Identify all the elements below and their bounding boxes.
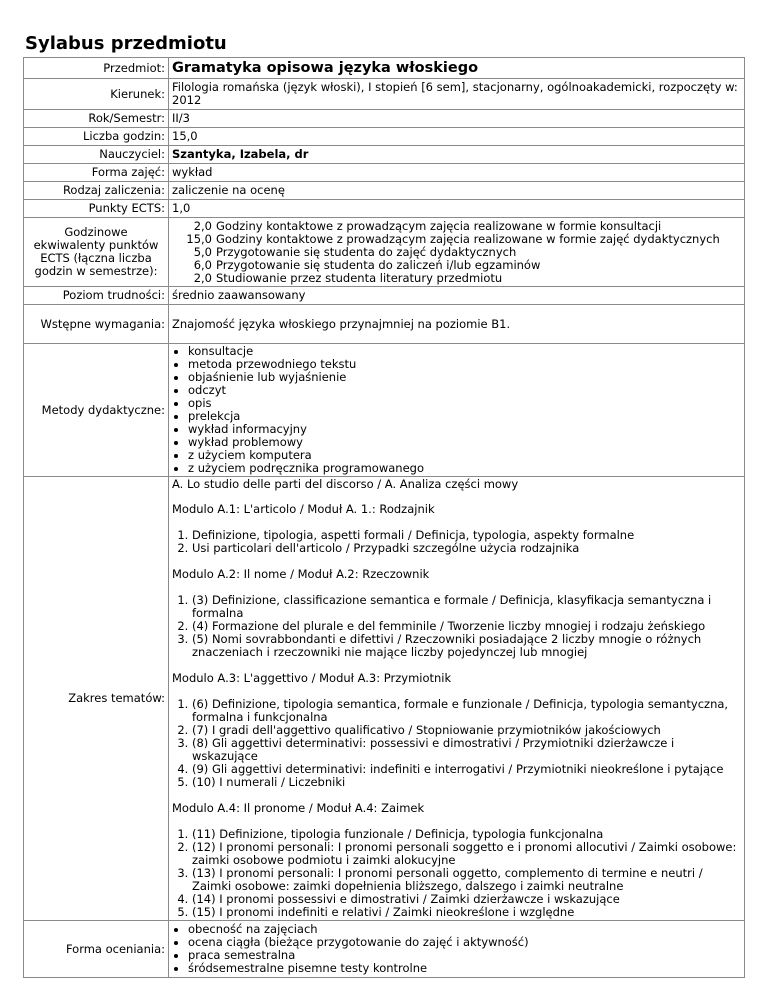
row-difficulty <box>24 287 745 305</box>
row-prereq <box>24 305 745 344</box>
list-item: • wykład informacyjny <box>188 423 741 436</box>
list-item: • z użyciem komputera <box>188 449 741 462</box>
list-item: 4. (14) I pronomi possessivi e dimostrativi / Zaimki dzierżawcze i wskazujące <box>192 893 741 906</box>
methods-list <box>172 345 741 475</box>
ects-value: 1,0 <box>169 200 745 218</box>
major-label: Kierunek: <box>24 79 169 110</box>
list-item: • metoda przewodniego tekstu <box>188 358 741 371</box>
module-topic-list <box>172 828 741 919</box>
hours-label: Liczba godzin: <box>24 128 169 146</box>
module-topic-list <box>172 594 741 659</box>
hours-value: 15,0 <box>169 128 745 146</box>
list-item: • obecność na zajęciach <box>188 923 741 936</box>
ects-hours-amount: 2,0 <box>193 271 212 285</box>
ects-hours-amount: 15,0 <box>186 232 212 246</box>
row-methods <box>24 344 745 477</box>
list-item: 5. (15) I pronomi indefiniti e relativi / Zaimki nieokreślone i względne <box>192 906 741 919</box>
ects-hours-value <box>169 218 745 287</box>
topics-label: Zakres tematów: <box>24 477 169 921</box>
list-item: 2. Usi particolari dell'articolo / Przypadki szczególne użycia rodzajnika <box>192 542 741 555</box>
assessment-label: Forma oceniania: <box>24 921 169 978</box>
list-item: 2. (7) I gradi dell'aggettivo qualificativo / Stopniowanie przymiotników jakościowych <box>192 724 741 737</box>
list-item: • ocena ciągła (bieżące przygotowanie do zajęć i aktywność) <box>188 936 741 949</box>
ects-hours-description: Godziny kontaktowe z prowadzącym zajęcia realizowane w formie konsultacji <box>216 219 662 233</box>
ects-label: Punkty ECTS: <box>24 200 169 218</box>
ects-hours-amount: 5,0 <box>193 245 212 259</box>
form-label: Forma zajęć: <box>24 164 169 182</box>
module-topic-list <box>172 529 741 555</box>
subject-label: Przedmiot: <box>24 58 169 79</box>
row-hours <box>24 128 745 146</box>
row-ects-hours <box>24 218 745 287</box>
row-subject <box>24 58 745 79</box>
row-form <box>24 164 745 182</box>
module-title: Modulo A.4: Il pronome / Moduł A.4: Zaimek <box>172 801 425 815</box>
teacher-label: Nauczyciel: <box>24 146 169 164</box>
module-title: Modulo A.3: L'aggettivo / Moduł A.3: Przymiotnik <box>172 671 452 685</box>
prereq-value: Znajomość języka włoskiego przynajmniej na poziomie B1. <box>169 305 745 344</box>
row-year <box>24 110 745 128</box>
syllabus-table <box>23 57 745 978</box>
list-item: 1. Definizione, tipologia, aspetti formali / Definicja, typologia, aspekty formalne <box>192 529 741 542</box>
topics-value <box>169 477 745 921</box>
ects-hours-amount: 6,0 <box>193 258 212 272</box>
list-item: 2. (4) Formazione del plurale e del femminile / Tworzenie liczby mnogiej i rodzaju żeńskiego <box>192 620 741 633</box>
year-value: II/3 <box>169 110 745 128</box>
list-item: • konsultacje <box>188 345 741 358</box>
prereq-label: Wstępne wymagania: <box>24 305 169 344</box>
list-item: 1. (11) Definizione, tipologia funzionale / Definicja, typologia funkcjonalna <box>192 828 741 841</box>
form-value: wykład <box>169 164 745 182</box>
major-value: Filologia romańska (język włoski), I stopień [6 sem], stacjonarny, ogólnoakademicki, rozpoczęty w: 2012 <box>169 79 745 110</box>
row-assessment <box>24 921 745 978</box>
teacher-value: Szantyka, Izabela, dr <box>169 146 745 164</box>
list-item: • z użyciem podręcznika programowanego <box>188 462 741 475</box>
methods-label: Metody dydaktyczne: <box>24 344 169 477</box>
list-item: • objaśnienie lub wyjaśnienie <box>188 371 741 384</box>
list-item: • praca semestralna <box>188 949 741 962</box>
list-item: 2. (12) I pronomi personali: I pronomi personali soggetto e i pronomi allocutivi / Zaimki osobowe: zaimki osobowe podmiotu i zaimki alokucyjne <box>192 841 741 867</box>
list-item: 1. (6) Definizione, tipologia semantica, formale e funzionale / Definicja, typologia semantyczna, formalna i funkcjonalna <box>192 698 741 724</box>
list-item: • opis <box>188 397 741 410</box>
list-item: 1. (3) Definizione, classificazione semantica e formale / Definicja, klasyfikacja semantyczna i formalna <box>192 594 741 620</box>
list-item: 4. (9) Gli aggettivi determinativi: indefiniti e interrogativi / Przymiotniki nieokreślone i pytające <box>192 763 741 776</box>
module-title: Modulo A.1: L'articolo / Moduł A. 1.: Rodzajnik <box>172 502 435 516</box>
credit-value: zaliczenie na ocenę <box>169 182 745 200</box>
year-label: Rok/Semestr: <box>24 110 169 128</box>
difficulty-value: średnio zaawansowany <box>169 287 745 305</box>
assessment-list <box>172 923 741 975</box>
row-ects <box>24 200 745 218</box>
list-item: • śródsemestralne pisemne testy kontrolne <box>188 962 741 975</box>
module-topic-list <box>172 698 741 789</box>
row-major <box>24 79 745 110</box>
list-item: 3. (5) Nomi sovrabbondanti e difettivi / Rzeczowniki posiadające 2 liczby mnogie o różnych znaczeniach i rzeczowniki nie mające liczby pojedynczej lub mnogiej <box>192 633 741 659</box>
ects-hours-list <box>172 219 741 285</box>
ects-hours-description: Przygotowanie się studenta do zaliczeń i/lub egzaminów <box>216 258 541 272</box>
row-credit <box>24 182 745 200</box>
topics-section-title: A. Lo studio delle parti del discorso / A. Analiza części mowy <box>172 477 519 491</box>
ects-hours-description: Godziny kontaktowe z prowadzącym zajęcia realizowane w formie zajęć dydaktycznych <box>216 232 720 246</box>
list-item: • wykład problemowy <box>188 436 741 449</box>
credit-label: Rodzaj zaliczenia: <box>24 182 169 200</box>
ects-hours-description: Studiowanie przez studenta literatury przedmiotu <box>216 271 503 285</box>
ects-hours-description: Przygotowanie się studenta do zajęć dydaktycznych <box>216 245 517 259</box>
row-teacher <box>24 146 745 164</box>
methods-value <box>169 344 745 477</box>
difficulty-label: Poziom trudności: <box>24 287 169 305</box>
list-item: 3. (13) I pronomi personali: I pronomi personali oggetto, complemento di termine e neutri / Zaimki osobowe: zaimki dopełnienia bliższego, dalszego i zaimki neutralne <box>192 867 741 893</box>
list-item: 3. (8) Gli aggettivi determinativi: possessivi e dimostrativi / Przymiotniki dzierżawcze i wskazujące <box>192 737 741 763</box>
subject-value: Gramatyka opisowa języka włoskiego <box>169 58 745 79</box>
list-item: • odczyt <box>188 384 741 397</box>
module-title: Modulo A.2: Il nome / Moduł A.2: Rzeczownik <box>172 567 430 581</box>
page-title: Sylabus przedmiotu <box>25 33 227 54</box>
ects-hours-amount: 2,0 <box>193 219 212 233</box>
row-topics <box>24 477 745 921</box>
assessment-value <box>169 921 745 978</box>
list-item: 5. (10) I numerali / Liczebniki <box>192 776 741 789</box>
ects-hours-label: Godzinowe ekwiwalenty punktów ECTS (łączna liczba godzin w semestrze): <box>24 218 169 287</box>
list-item: • prelekcja <box>188 410 741 423</box>
